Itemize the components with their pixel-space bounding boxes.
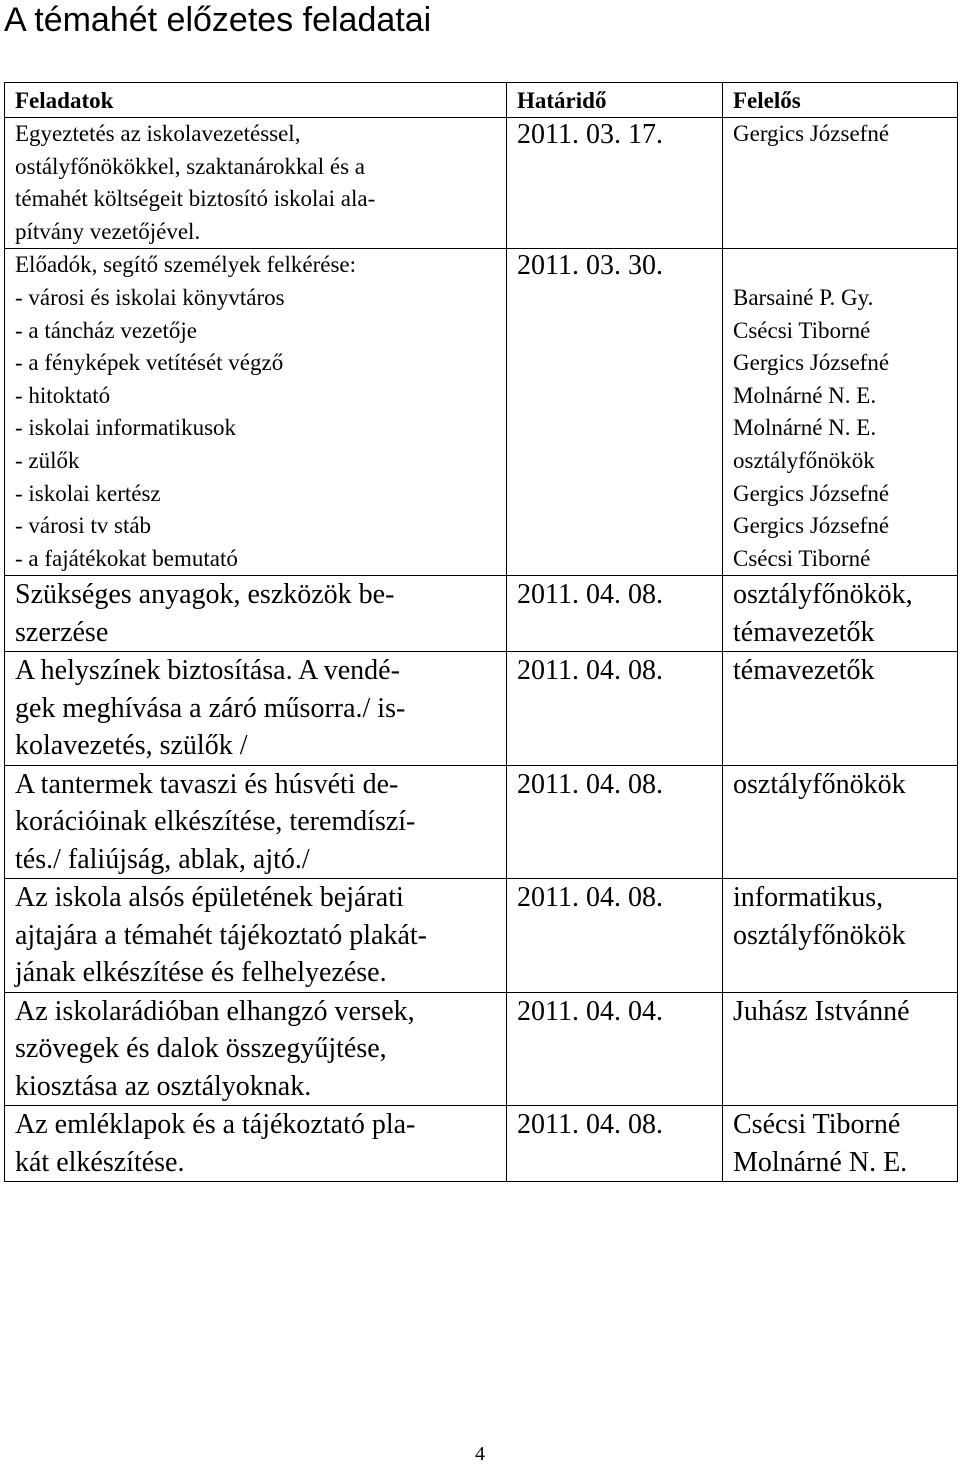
page-number: 4: [475, 1443, 485, 1465]
header-deadline: Határidő: [507, 83, 723, 118]
tasks-table: [4, 82, 958, 1182]
task-cell: Az emléklapok és a tájékoztató pla- kát elkészítése.: [5, 1106, 507, 1182]
task-cell: Előadók, segítő személyek felkérése: - városi és iskolai könyvtáros - a táncház vezetője - a fényképek vetítését végző - hitoktató - iskolai informatikusok - zülők - iskolai kertész - városi tv stáb - a fajátékokat bemutató: [5, 249, 507, 576]
deadline-cell: 2011. 04. 08.: [507, 1106, 723, 1182]
table-row: [5, 249, 958, 576]
task-cell: Egyeztetés az iskolavezetéssel, ostályfőnökökkel, szaktanárokkal és a témahét költségeit biztosító iskolai ala- pítvány vezetőjével.: [5, 118, 507, 249]
responsible-cell: informatikus, osztályfőnökök: [723, 879, 958, 993]
responsible-cell: Csécsi Tiborné Molnárné N. E.: [723, 1106, 958, 1182]
deadline-cell: 2011. 04. 08.: [507, 652, 723, 766]
page-title: A témahét előzetes feladatai: [4, 1, 432, 39]
deadline-cell: 2011. 04. 08.: [507, 765, 723, 879]
header-task: Feladatok: [5, 83, 507, 118]
responsible-cell: Barsainé P. Gy. Csécsi Tiborné Gergics Józsefné Molnárné N. E. Molnárné N. E. osztályfőnökök Gergics Józsefné Gergics Józsefné Csécsi Tiborné: [723, 249, 958, 576]
deadline-cell: 2011. 04. 04.: [507, 992, 723, 1106]
table-row: [5, 118, 958, 249]
table-row: [5, 765, 958, 879]
header-responsible: Felelős: [723, 83, 958, 118]
responsible-cell: Juhász Istvánné: [723, 992, 958, 1106]
table-row: [5, 992, 958, 1106]
table-header-row: [5, 83, 958, 118]
task-cell: Szükséges anyagok, eszközök be- szerzése: [5, 576, 507, 652]
responsible-cell: Gergics Józsefné: [723, 118, 958, 249]
deadline-cell: 2011. 03. 17.: [507, 118, 723, 249]
table-row: [5, 652, 958, 766]
table-row: [5, 1106, 958, 1182]
task-cell: Az iskola alsós épületének bejárati ajtajára a témahét tájékoztató plakát- jának elkészítése és felhelyezése.: [5, 879, 507, 993]
responsible-cell: osztályfőnökök: [723, 765, 958, 879]
task-cell: Az iskolarádióban elhangzó versek, szövegek és dalok összegyűjtése, kiosztása az osztályoknak.: [5, 992, 507, 1106]
table-row: [5, 879, 958, 993]
task-cell: A helyszínek biztosítása. A vendé- gek meghívása a záró műsorra./ is- kolavezetés, szülők /: [5, 652, 507, 766]
deadline-cell: 2011. 04. 08.: [507, 879, 723, 993]
deadline-cell: 2011. 03. 30.: [507, 249, 723, 576]
responsible-cell: osztályfőnökök, témavezetők: [723, 576, 958, 652]
task-cell: A tantermek tavaszi és húsvéti de- korációinak elkészítése, teremdíszí- tés./ faliújság, ablak, ajtó./: [5, 765, 507, 879]
table-row: [5, 576, 958, 652]
deadline-cell: 2011. 04. 08.: [507, 576, 723, 652]
responsible-cell: témavezetők: [723, 652, 958, 766]
